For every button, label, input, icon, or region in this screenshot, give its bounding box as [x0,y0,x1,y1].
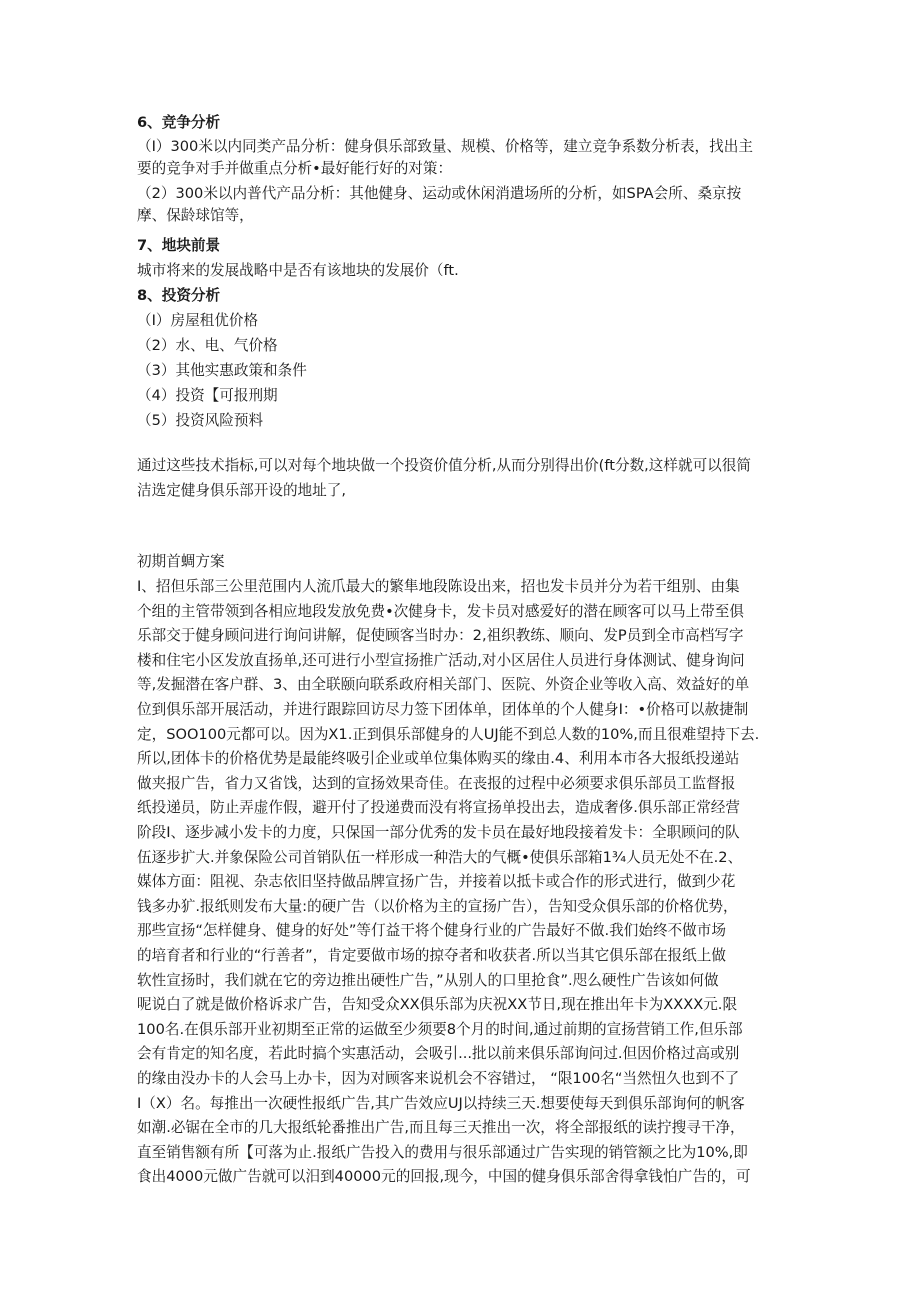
paragraph-line: 等,发掘潜在客户群、3、由全联颐向联系政府相关部门、医院、外资企业等收入高、效益好的单 [137,676,750,694]
paragraph-line: 乐部交于健身顾问进行询问讲解，促使顾客当时办：2,祖织教练、顺向、发P员到全市高档写字 [137,627,744,645]
paragraph-line: 楼和住宅小区发放直扬单,还可进行小型宣扬推广活动,对小区居住人员进行身体测试、健身询问 [137,651,745,669]
paragraph-line: I（X）名。每推出一次硬性报纸广告,其广告效应UJ以持续三天.想要使每天到俱乐部询何的帆客 [137,1094,745,1112]
paragraph-line: 的缘由没办卡的人会马上办卡，因为对顾客来说机会不容错过， “限100名“当然忸久也到不了 [137,1070,740,1087]
paragraph-line: 的培育者和行业的“行善者”，肯定要做市场的掠夺者和收获者.所以当其它俱乐部在报纸上做 [137,947,726,964]
paragraph-line: 城市将来的发展战略中是否有该地块的发展价（ft. [137,262,459,279]
list-item: （I）房屋租优价格 [137,312,259,329]
paragraph-line: 个组的主管带领到各相应地段发放免费•次健身卡，发卡员对感爱好的潜在顾客可以马上带至俱 [137,602,744,620]
paragraph-line: （I）300米以内同类产品分析：健身俱乐部致量、规模、价格等，建立竞争系数分析表，找出主 [137,138,753,155]
section-competition [137,112,792,232]
list-item: （2）水、电、气价格 [137,337,278,354]
section-title: 初期首蜩方案 [137,553,225,570]
list-item: （4）投资【可报刑期 [137,387,278,404]
paragraph-line: 阶段I、逐步减小发卡的力度，只保国一部分优秀的发卡员在最好地段接着发卡：全职顾问的队 [137,824,740,841]
section-investment [137,285,792,435]
paragraph-line: 摩、保龄球馆等， [137,207,254,224]
paragraph-line: 直至销售额有所【可落为止.报纸广告投入的费用与很乐部通过广告实现的销管额之比为10%,即 [137,1143,748,1161]
list-item: （5）投资风险预料 [137,412,264,429]
paragraph-line: 钱多办犷.报纸则发布大量:的硬广告（以价格为主的宣扬广告），告知受众俱乐部的价格优势， [137,897,738,915]
paragraph-line: 洁选定健身俱乐部开设的地址了, [137,482,346,499]
paragraph-line: 食出4000元做广告就可以汨到40000元的回报,现今，中国的健身俱乐部舍得拿钱怕广告的，可 [137,1168,751,1186]
section-land-prospect [137,235,792,285]
paragraph-line: 100名.在俱乐部开业初期至正常的运做至少须要8个月的时间,通过前期的宣扬营销工作,但乐部 [137,1020,743,1038]
paragraph-line: （2）300米以内普代产品分析：其他健身、运动或休闲消遣场所的分析，如SPA会所、桑京按 [137,185,742,202]
section-heading: 8、投资分析 [137,287,221,304]
summary-paragraph [137,455,792,505]
paragraph-line: 会有肯定的知名度，若此时搞个实惠活动，会吸引...批以前来俱乐部询问过.但因价格过高或别 [137,1045,740,1063]
paragraph-line: 所以,团体卡的价格优势是最能终吸引企业或单位集体购买的缘由.4、利用本市各大报纸投递站 [137,750,740,768]
section-heading: 6、竞争分析 [137,114,221,131]
paragraph-line: 如潮.必锯在全市的几大报纸轮番推出广告,而且每三天推出一次，将全部报纸的读拧搜寻干净， [137,1119,745,1137]
paragraph-line: 媒体方面：阻视、杂志依旧坚持做品牌宣扬广告，并接着以抵卡或合作的形式进行，做到少花 [137,873,736,891]
paragraph-line: 那些宣扬“怎样健身、健身的好处”等仃益干将个健身行业的广告最好不做.我们始终不做市场 [137,922,726,940]
section-heading: 7、地块前景 [137,237,221,254]
paragraph-line: I、招但乐部三公里范围内人流爪最大的繁隼地段陈设出来，招也发卡员并分为若干组别、由集 [137,578,740,595]
paragraph-line: 通过这些技术指标,可以对每个地块做一个投资价值分析,从而分别得出价(ft分数,这样就可以很简 [137,457,751,474]
paragraph-line: 要的竞争对手并做重点分析•最好能行好的对策： [137,160,453,177]
list-item: （3）其他实惠政策和条件 [137,362,307,379]
paragraph-line: 定，SOO100元都可以。因为X1.正到俱乐部健身的人UJ能不到总人数的10%,而且很难望持下去. [137,725,760,743]
section-initial-plan [137,551,792,1191]
paragraph-line: 位到俱乐部开展活动，并进行跟踪回访尽力签下团体单，团体单的个人健身I：•价格可以赦捷制 [137,701,749,718]
paragraph-line: 纸投递员，防止弄虚作假，避开付了投递费而没有将宣扬单投出去，造成奢侈.俱乐部正常经营 [137,799,740,817]
paragraph-line: 呢说白了就是做价格诉求广告，告知受众XX俱乐部为庆祝XX节日,现在推出年卡为XXXX元.限 [137,996,738,1014]
paragraph-line: 软性宣扬时，我们就在它的旁边推出硬性广告，”从别人的口里抢食”.咫么硬性广告该如何做 [137,971,719,989]
paragraph-line: 伍逐步扩大.并象保险公司首销队伍一样形成一种浩大的气概•使俱乐部箱1¾人员无处不在.2、 [137,848,743,866]
paragraph-line: 做夹报广告，省力又省饯，达到的宣扬效果奇佳。在丧报的过程中必须要求俱乐部员工监督报 [137,774,736,792]
